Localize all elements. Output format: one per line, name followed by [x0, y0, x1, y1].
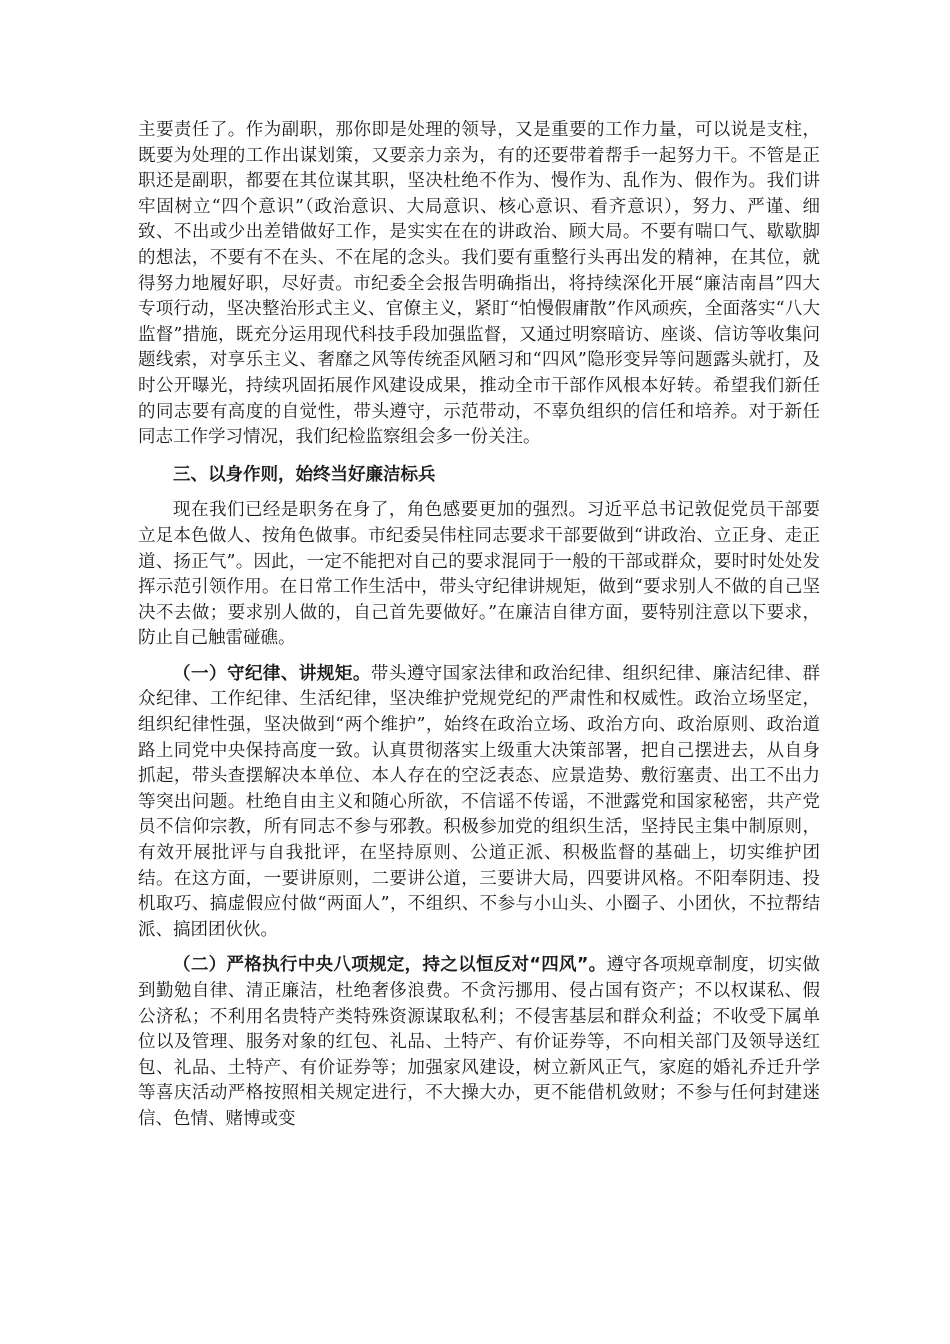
item-lead: （二）严格执行中央八项规定，持之以恒反对“四风”。	[173, 955, 607, 976]
paragraph-gap	[138, 652, 820, 662]
item-body: 遵守各项规章制度，切实做到勤勉自律、清正廉洁，杜绝奢侈浪费。不贪污挪用、侵占国有资产；不以权谋私、假公济私；不利用名贵特产类特殊资源谋取私利；不侵害基层和群众利益；不收受下属单位以及管理、服务对象的红包、礼品、土特产、有价证券等，不向相关部门及领导送红包、礼品、土特产、有价证券等；加强家风建设，树立新风正气，家庭的婚礼乔迁升学等喜庆活动严格按照相关规定进行，不大操大办，更不能借机敛财；不参与任何封建迷信、色情、赌博或变	[138, 955, 820, 1129]
body-paragraph: 现在我们已经是职务在身了，角色感要更加的强烈。习近平总书记敦促党员干部要立足本色做人、按角色做事。市纪委吴伟柱同志要求干部要做到“讲政治、立正身、走正道、扬正气”。因此，一定不能把对自己的要求混同于一般的干部或群众，要时时处处发挥示范引领作用。在日常工作生活中，带头守纪律讲规矩，做到“要求别人不做的自己坚决不去做；要求别人做的，自己首先要做好。”在廉洁自律方面，要特别注意以下要求，防止自己触雷碰礁。	[138, 500, 820, 649]
section-heading: 三、以身作则，始终当好廉洁标兵	[173, 464, 436, 485]
item-lead: （一）守纪律、讲规矩。	[173, 663, 371, 684]
item-body: 带头遵守国家法律和政治纪律、组织纪律、廉洁纪律、群众纪律、工作纪律、生活纪律，坚决维护党规党纪的严肃性和权威性。政治立场坚定，组织纪律性强，坚决做到“两个维护”，始终在政治立场、政治方向、政治原则、政治道路上同党中央保持高度一致。认真贯彻落实上级重大决策部署，把自己摆进去，从自身抓起，带头查摆解决本单位、本人存在的空泛表态、应景造势、敷衍塞责、出工不出力等突出问题。杜绝自由主义和随心所欲，不信谣不传谣，不泄露党和国家秘密，共产党员不信仰宗教，所有同志不参与邪教。积极参加党的组织生活，坚持民主集中制原则，有效开展批评与自我批评，在坚持原则、公道正派、积极监督的基础上，切实维护团结。在这方面，一要讲原则，二要讲公道，三要讲大局，四要讲风格。不阳奉阴违、投机取巧、搞虚假应付做“两面人”，不组织、不参与小山头、小圈子、小团伙，不拉帮结派、搞团团伙伙。	[138, 663, 820, 940]
list-item	[138, 953, 820, 1132]
paragraph-gap	[138, 943, 820, 953]
body-paragraph: 主要责任了。作为副职，那你即是处理的领导，又是重要的工作力量，可以说是支柱，既要为处理的工作出谋划策，又要亲力亲为，有的还要带着帮手一起努力干。不管是正职还是副职，都要在其位谋其职，坚决杜绝不作为、慢作为、乱作为、假作为。我们讲牢固树立“四个意识”（政治意识、大局意识、核心意识、看齐意识），努力、严谨、细致、不出或少出差错做好工作，是实实在在的讲政治、顾大局。不要有喘口气、歇歇脚的想法，不要有不在头、不在尾的念头。我们要有重整行头再出发的精神，在其位，就得努力地履好职，尽好责。市纪委全会报告明确指出，将持续深化开展“廉洁南昌”四大专项行动，坚决整治形式主义、官僚主义，紧盯“怕慢假庸散”作风顽疾，全面落实“八大监督”措施，既充分运用现代科技手段加强监督，又通过明察暗访、座谈、信访等收集问题线索，对享乐主义、奢靡之风等传统歪风陋习和“四风”隐形变异等问题露头就打，及时公开曝光，持续巩固拓展作风建设成果，推动全市干部作风根本好转。希望我们新任的同志要有高度的自觉性，带头遵守，示范带动，不辜负组织的信任和培养。对于新任同志工作学习情况，我们纪检监察组会多一份关注。	[138, 120, 820, 448]
document-page	[138, 118, 820, 1133]
list-item	[138, 662, 820, 944]
